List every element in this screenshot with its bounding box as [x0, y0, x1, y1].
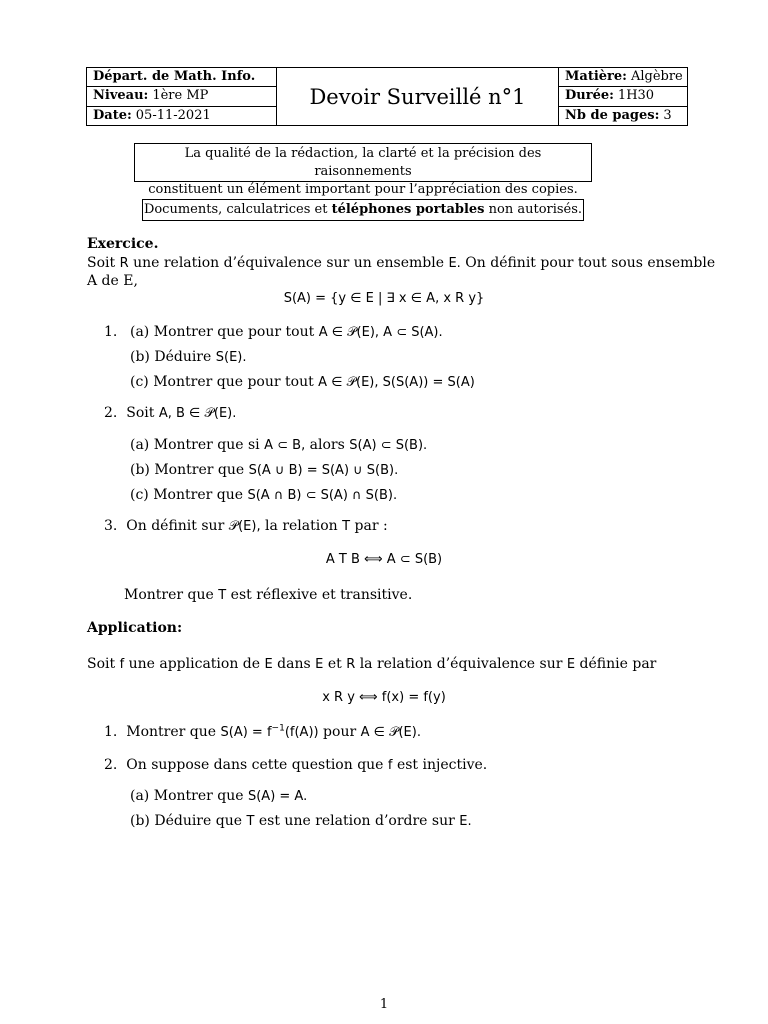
quality-note-line1: La qualité de la rédaction, la clarté et la précision des raisonnements: [184, 146, 542, 179]
app-q1-item: 1. Montrer que $S(A) = f^{-1}(f(A))$ pour A ∈ 𝒫(E).: [104, 723, 421, 740]
date-label: Date:: [93, 107, 132, 123]
exercise-intro-line1: Soit R une relation d’équivalence sur un ensemble E. On définit pour tout sous ensemble: [87, 255, 716, 271]
q1b-item: (b) Déduire S(E).: [130, 349, 247, 365]
header-left-column: [87, 68, 277, 125]
level-value: 1ère MP: [152, 88, 209, 104]
q2b-item: (b) Montrer que S(A ∪ B) = S(A) ∪ S(B).: [130, 462, 399, 478]
q3-follow-text: Montrer que T est réflexive et transitive.: [124, 587, 413, 603]
pages-label: Nb de pages:: [565, 107, 660, 123]
quality-note-line2: constituent un élément important pour l’appréciation des copies.: [148, 182, 578, 197]
q3-item: 3. On définit sur 𝒫(E), la relation T par :: [104, 518, 388, 534]
header-right-column: [558, 68, 687, 125]
exam-header-table: [86, 67, 688, 126]
definition-formula: S(A) = {y ∈ E | ∃ x ∈ A, x R y}: [283, 291, 485, 306]
duration-cell: [559, 87, 687, 106]
department-cell: [87, 68, 276, 87]
application-heading: Application:: [87, 620, 183, 636]
relation-t-formula: A T B ⟺ A ⊂ S(B): [325, 552, 443, 567]
rules-bold: téléphones portables: [331, 202, 485, 217]
duration-value: 1H30: [617, 88, 655, 104]
date-value: 05-11-2021: [135, 107, 211, 123]
app-q2a-item: (a) Montrer que S(A) = A.: [130, 788, 308, 804]
rules-suffix: non autorisés.: [488, 202, 583, 217]
subject-value: Algèbre: [630, 69, 683, 85]
subject-label: Matière:: [565, 69, 627, 85]
rules-prefix: Documents, calculatrices et: [143, 202, 328, 217]
app-q2-item: 2. On suppose dans cette question que f est injective.: [104, 757, 488, 773]
app-q2b-item: (b) Déduire que T est une relation d’ordre sur E.: [130, 813, 472, 829]
application-intro: Soit f une application de E dans E et R la relation d’équivalence sur E définie par: [87, 656, 657, 672]
exercise-intro-line2: A de E,: [87, 273, 138, 289]
pages-value: 3: [663, 107, 672, 123]
exam-title: Devoir Surveillé n°1: [309, 84, 526, 109]
pages-cell: [559, 107, 687, 125]
department-label: Départ. de Math. Info.: [93, 69, 256, 85]
application-formula: x R y ⟺ f(x) = f(y): [322, 690, 446, 705]
quality-note-box: [134, 143, 592, 197]
rules-note-box: [142, 199, 584, 221]
duration-label: Durée:: [565, 88, 614, 104]
q1-number: 1.: [104, 324, 118, 340]
exercise-heading: Exercice.: [87, 236, 159, 252]
level-cell: [87, 87, 276, 106]
q1a-item: (a) Montrer que pour tout A ∈ 𝒫(E), A ⊂ S(A).: [130, 324, 443, 340]
q2-item: 2. Soit A, B ∈ 𝒫(E).: [104, 405, 237, 421]
q2a-item: (a) Montrer que si A ⊂ B, alors S(A) ⊂ S(B).: [130, 437, 428, 453]
q2c-item: (c) Montrer que S(A ∩ B) ⊂ S(A) ∩ S(B).: [130, 487, 398, 503]
page-number: 1: [379, 997, 389, 1012]
date-cell: [87, 107, 276, 125]
q1c-item: (c) Montrer que pour tout A ∈ 𝒫(E), S(S(A)) = S(A): [130, 374, 475, 390]
level-label: Niveau:: [93, 88, 149, 104]
subject-cell: [559, 68, 687, 87]
